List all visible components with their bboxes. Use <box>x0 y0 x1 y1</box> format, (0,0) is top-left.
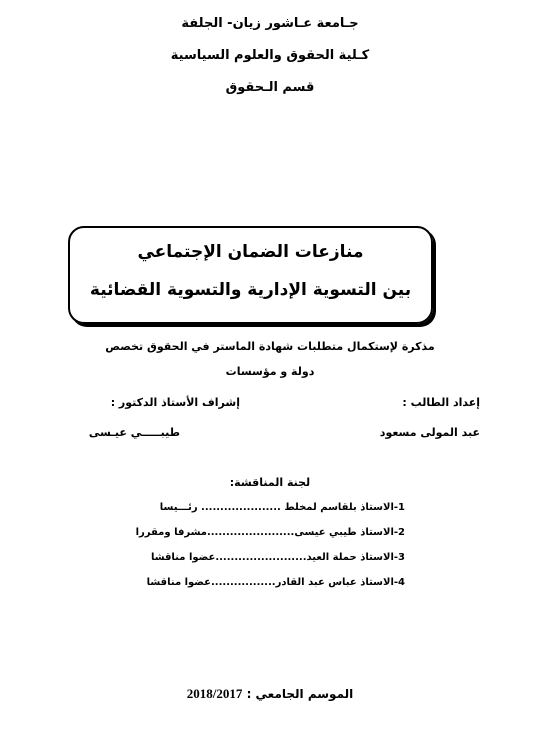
committee-member-3: 3-الاستاذ حملة العيد........................عضوا مناقشا <box>150 552 405 563</box>
committee-member-1: 1-الاستاذ بلقاسم لمخلط ..................... رئـــيسا <box>159 502 405 513</box>
thesis-specialty: دولة و مؤسسات <box>225 365 315 378</box>
committee-member-2: 2-الاستاذ طيبي عيسى.......................مشرفا ومقررا <box>135 527 405 538</box>
supervisor-label: إشراف الأستاذ الدكتور : <box>110 396 240 409</box>
academic-season <box>0 686 540 702</box>
faculty-name: كـلية الحقوق والعلوم السياسية <box>170 48 370 63</box>
student-name: عبد المولى مسعود <box>379 426 480 439</box>
thesis-title-line-2: بين التسوية الإدارية والتسوية القضائية <box>89 280 412 300</box>
department-name: قسم الـحقوق <box>225 80 315 95</box>
thesis-title-line-1: منازعات الضمان الإجتماعي <box>137 242 364 262</box>
university-name: جـامعة عـاشور زيان- الجلفة <box>181 16 359 31</box>
committee-title: لجنة المناقشة: <box>229 476 311 489</box>
committee-member-4: 4-الاستاذ عباس عبد القادر.................عضوا مناقشا <box>146 577 405 588</box>
thesis-purpose: مذكرة لإستكمال متطلبات شهادة الماستر في الحقوق تخصص <box>105 340 435 353</box>
student-label: إعداد الطالب : <box>402 396 480 409</box>
season-year: 2018/2017 <box>186 686 243 701</box>
thesis-title-box <box>68 226 433 324</box>
supervisor-name: طيبـــــي عيـسى <box>88 426 180 439</box>
season-label: الموسم الجامعي : <box>246 687 354 701</box>
